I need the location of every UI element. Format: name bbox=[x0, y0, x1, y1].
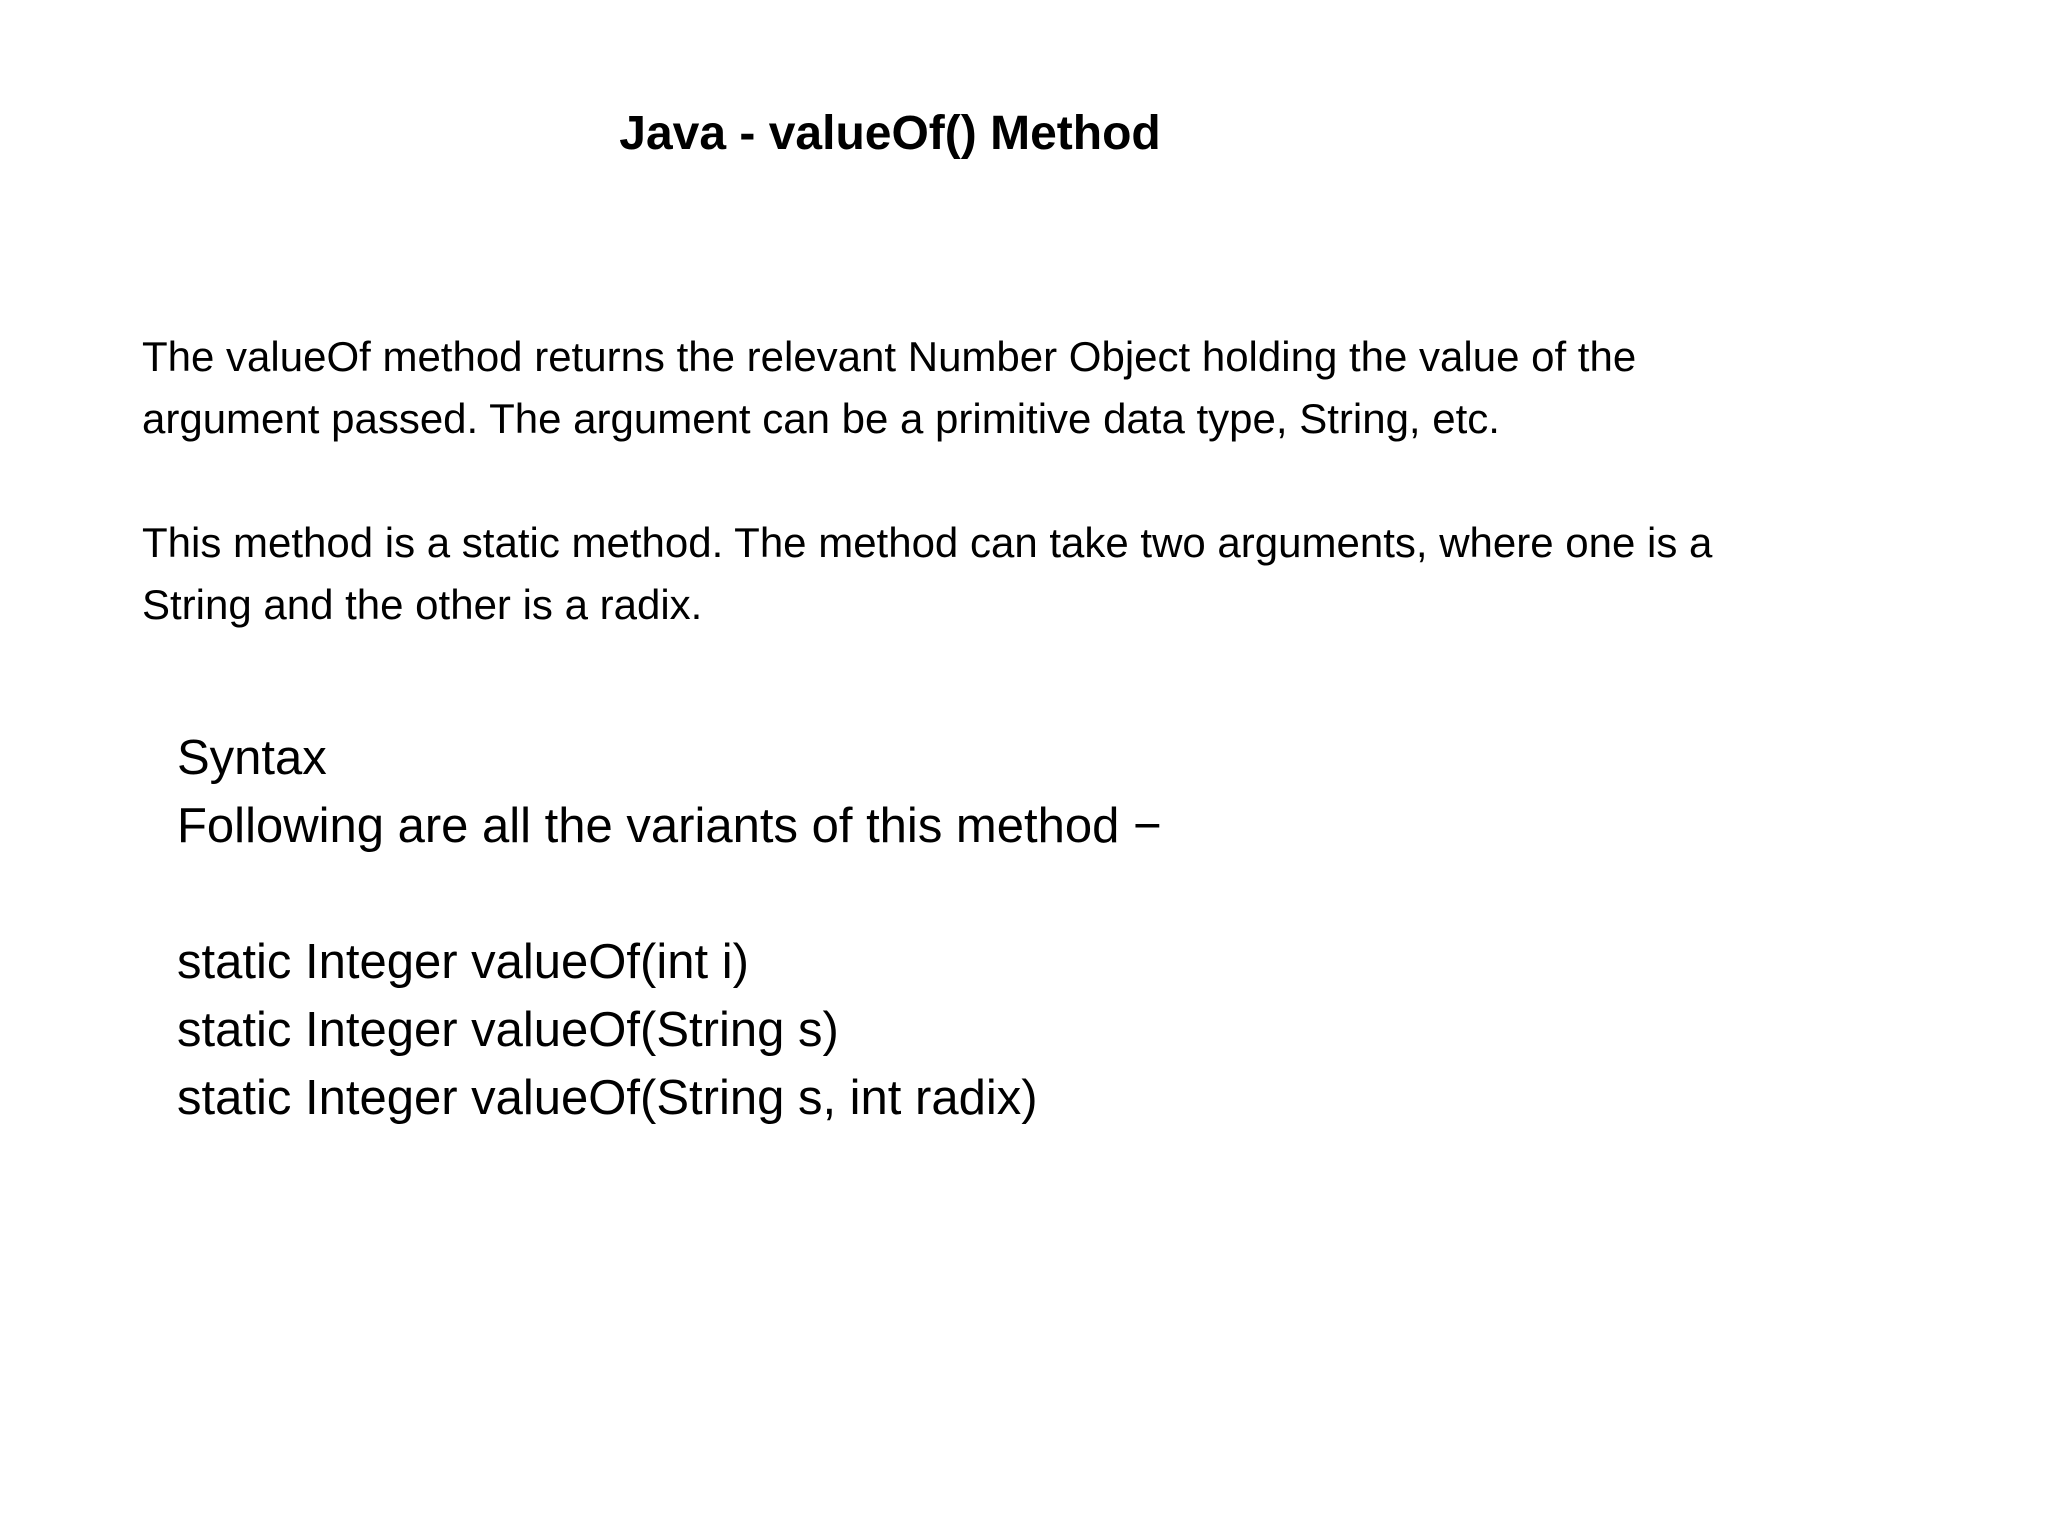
syntax-variant-3: static Integer valueOf(String s, int radix) bbox=[177, 1071, 1038, 1125]
intro-paragraph-2-line-2: String and the other is a radix. bbox=[142, 581, 703, 628]
intro-text bbox=[142, 326, 1942, 636]
intro-paragraph-2-line-1: This method is a static method. The method can take two arguments, where one is a bbox=[142, 519, 1713, 566]
syntax-description: Following are all the variants of this method − bbox=[177, 799, 1162, 853]
syntax-heading: Syntax bbox=[177, 731, 327, 785]
intro-paragraph-1-line-2: argument passed. The argument can be a primitive data type, String, etc. bbox=[142, 395, 1500, 442]
slide-title: Java - valueOf() Method bbox=[619, 107, 1161, 160]
syntax-gap bbox=[177, 860, 1777, 928]
syntax-variant-1: static Integer valueOf(int i) bbox=[177, 935, 749, 989]
intro-paragraph-1-line-1: The valueOf method returns the relevant Number Object holding the value of the bbox=[142, 333, 1637, 380]
syntax-variant-2: static Integer valueOf(String s) bbox=[177, 1003, 839, 1057]
paragraph-gap bbox=[142, 450, 1942, 512]
syntax-section bbox=[177, 724, 1777, 1132]
